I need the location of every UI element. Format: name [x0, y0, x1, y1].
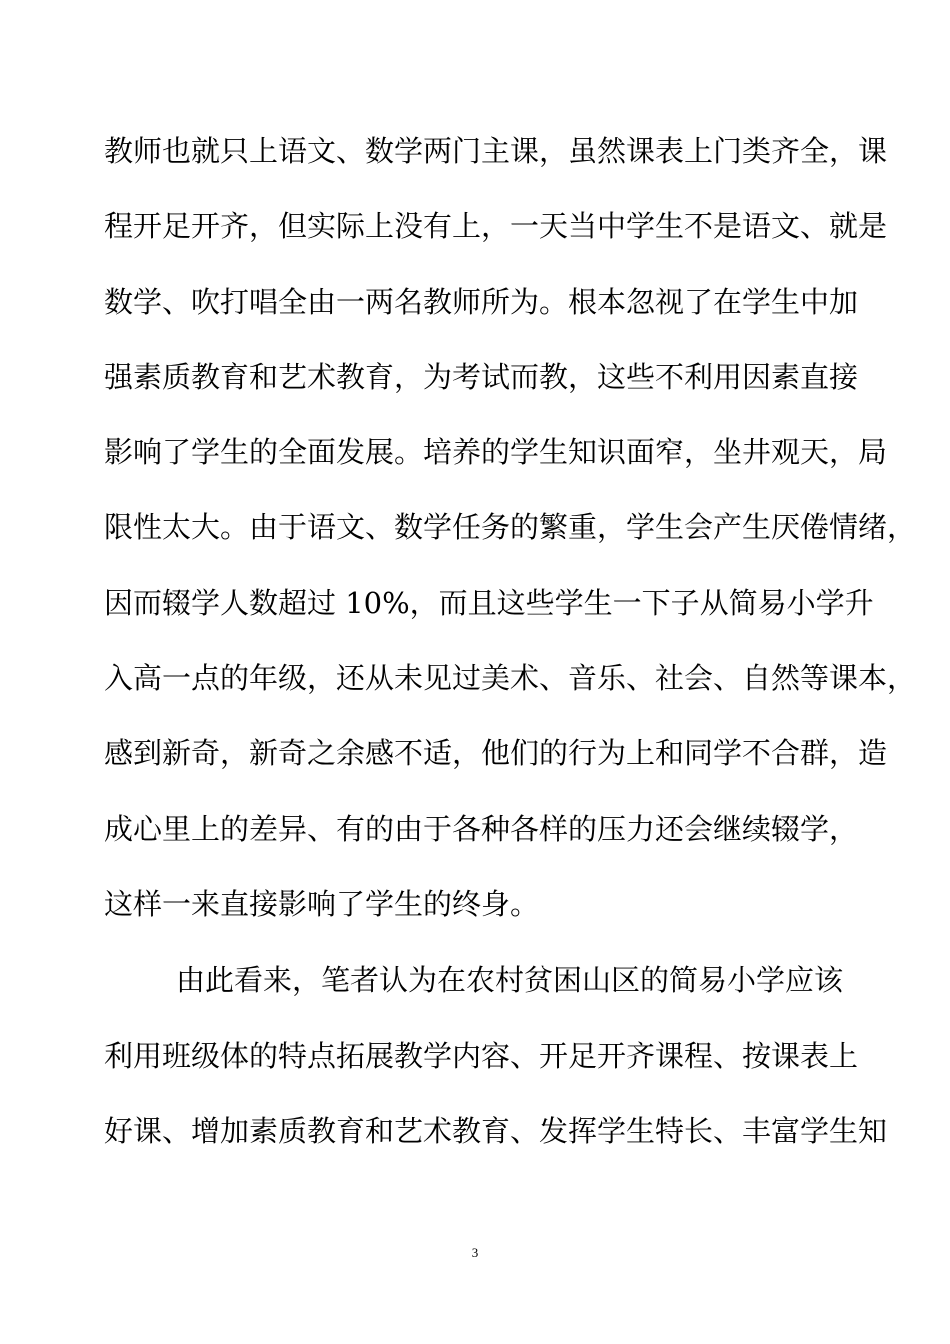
paragraph-1 — [104, 126, 917, 954]
text-line: 程开足开齐，但实际上没有上，一天当中学生不是语文、就是 — [104, 209, 888, 244]
text-line: 感到新奇，新奇之余感不适，他们的行为上和同学不合群，造 — [104, 736, 888, 771]
text-line: 入高一点的年级，还从未见过美术、音乐、社会、自然等课本， — [104, 661, 917, 696]
text-line: 因而辍学人数超过 10%，而且这些学生一下子从简易小学升 — [104, 585, 874, 620]
text-line: 好课、增加素质教育和艺术教育、发挥学生特长、丰富学生知 — [104, 1113, 888, 1148]
page-number: 3 — [471, 1245, 479, 1260]
text-line: 数学、吹打唱全由一两名教师所为。根本忽视了在学生中加 — [104, 284, 859, 319]
text-line: 成心里上的差异、有的由于各种各样的压力还会继续辍学， — [104, 811, 859, 846]
text-line: 强素质教育和艺术教育，为考试而教，这些不利用因素直接 — [104, 359, 859, 394]
document-body — [104, 126, 917, 1181]
paragraph-2 — [104, 955, 888, 1181]
text-line: 这样一来直接影响了学生的终身。 — [104, 886, 540, 921]
text-line-indented: 由此看来，笔者认为在农村贫困山区的简易小学应该 — [176, 963, 844, 998]
text-line: 影响了学生的全面发展。培养的学生知识面窄，坐井观天，局 — [104, 435, 888, 470]
text-line: 教师也就只上语文、数学两门主课，虽然课表上门类齐全，课 — [104, 134, 888, 168]
text-line: 限性太大。由于语文、数学任务的繁重，学生会产生厌倦情绪， — [104, 510, 917, 545]
text-line: 利用班级体的特点拓展教学内容、开足开齐课程、按课表上 — [104, 1038, 859, 1073]
